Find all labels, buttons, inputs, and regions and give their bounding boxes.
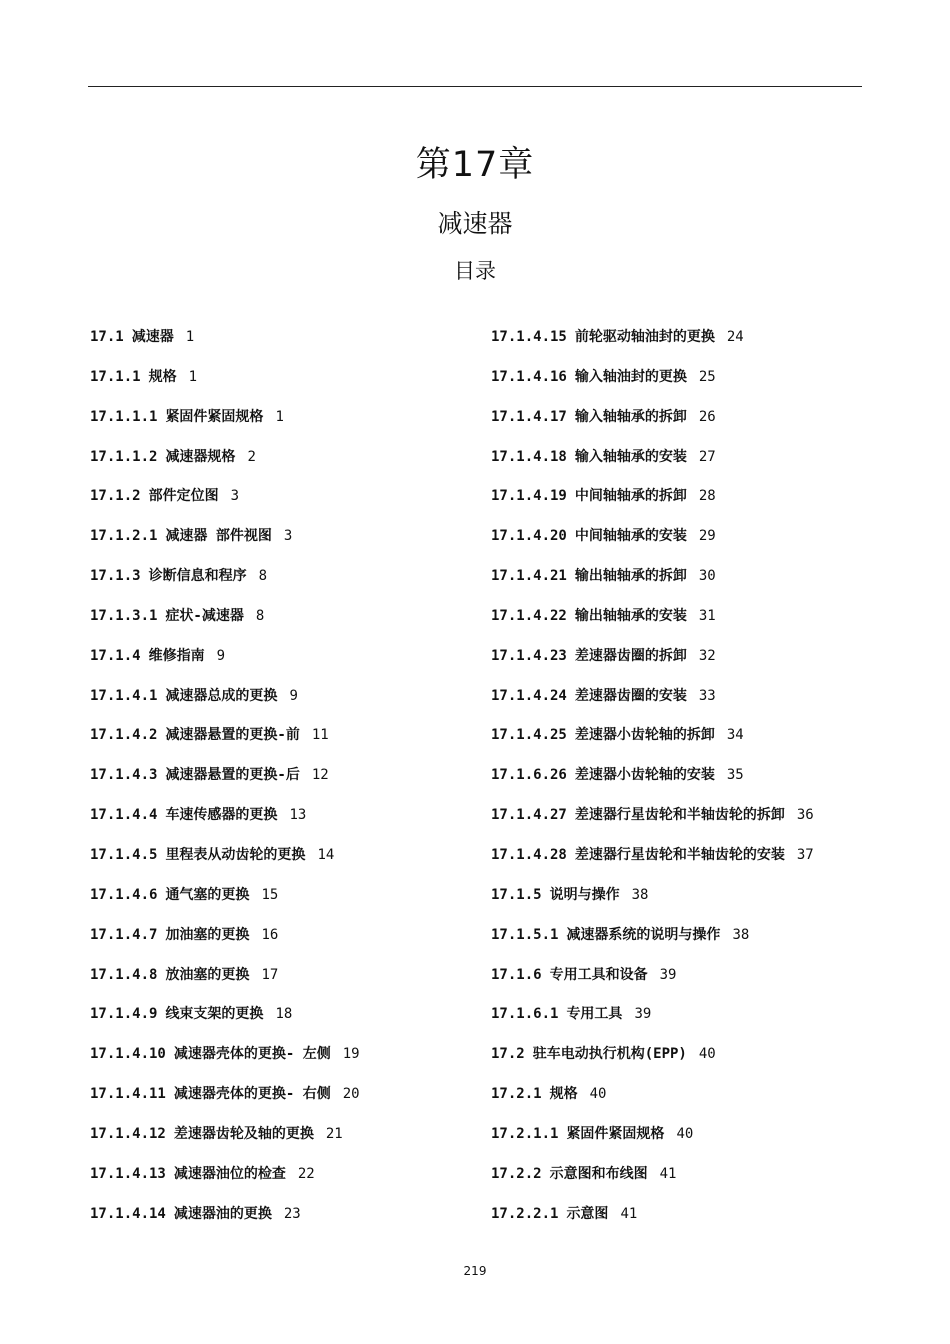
toc-entry[interactable]: [90, 685, 480, 725]
toc-entry-page: 13: [289, 807, 307, 824]
toc-right-column: [491, 326, 911, 1242]
toc-left-column: [90, 326, 480, 1242]
toc-entry-page: 25: [698, 368, 716, 385]
toc-entry-number: 17.1.4.8: [90, 966, 158, 983]
toc-entry-number: 17.1.1: [90, 368, 141, 385]
toc-entry-title: 紧固件紧固规格: [165, 408, 264, 425]
toc-entry[interactable]: [491, 884, 911, 924]
toc-entry-page: 23: [283, 1205, 301, 1222]
toc-entry-number: 17.2.1.1: [491, 1125, 559, 1142]
header-rule: [88, 86, 862, 87]
toc-entry[interactable]: [491, 844, 911, 884]
toc-entry-title: 规格: [549, 1086, 578, 1103]
toc-entry-number: 17.1.2: [90, 488, 141, 505]
toc-entry-title: 输出轴轴承的拆卸: [574, 568, 687, 585]
toc-entry[interactable]: [491, 724, 911, 764]
toc-entry-title: 部件定位图: [148, 488, 219, 505]
toc-entry-title: 减速器 部件视图: [165, 528, 272, 545]
toc-entry-page: 9: [289, 687, 298, 704]
toc-entry[interactable]: [90, 525, 480, 565]
toc-entry-number: 17.1.4.23: [491, 647, 567, 664]
toc-entry-title: 差速器行星齿轮和半轴齿轮的拆卸: [574, 807, 785, 824]
toc-entry[interactable]: [90, 1083, 480, 1123]
toc-entry-number: 17.1.5: [491, 886, 542, 903]
toc-entry-title: 中间轴轴承的安装: [574, 528, 687, 545]
toc-entry-title: 输入轴轴承的拆卸: [574, 408, 687, 425]
toc-entry-page: 38: [732, 926, 750, 943]
toc-entry-page: 11: [311, 727, 329, 744]
toc-entry[interactable]: [90, 924, 480, 964]
toc-entry-number: 17.1.6: [491, 966, 542, 983]
toc-entry-page: 1: [275, 408, 284, 425]
toc-entry-title: 放油塞的更换: [165, 966, 250, 983]
toc-entry-number: 17.1.4.27: [491, 807, 567, 824]
toc-entry[interactable]: [491, 804, 911, 844]
toc-entry[interactable]: [491, 406, 911, 446]
toc-entry-title: 维修指南: [148, 647, 205, 664]
toc-entry-page: 26: [698, 408, 716, 425]
toc-entry[interactable]: [90, 1043, 480, 1083]
toc-entry-page: 15: [261, 886, 279, 903]
toc-entry[interactable]: [90, 884, 480, 924]
toc-entry[interactable]: [491, 1163, 911, 1203]
toc-entry-page: 41: [620, 1205, 638, 1222]
toc-entry[interactable]: [90, 406, 480, 446]
toc-entry-number: 17.1.4.15: [491, 329, 567, 345]
toc-entry-title: 示意图和布线图: [549, 1165, 648, 1182]
toc-entry-page: 24: [726, 329, 744, 345]
toc-entry-page: 1: [185, 329, 195, 345]
toc-entry-number: 17.1.4: [90, 647, 141, 664]
toc-entry[interactable]: [491, 924, 911, 964]
toc-entry-page: 35: [726, 767, 744, 784]
toc-entry-number: 17.1.4.22: [491, 607, 567, 624]
toc-entry-title: 减速器系统的说明与操作: [566, 926, 721, 943]
toc-entry-page: 20: [342, 1086, 360, 1103]
toc-entry-title: 诊断信息和程序: [148, 568, 247, 585]
toc-entry-page: 32: [698, 647, 716, 664]
toc-entry[interactable]: [491, 685, 911, 725]
toc-entry[interactable]: [90, 645, 480, 685]
chapter-subtitle: 减速器: [437, 209, 513, 238]
toc-entry[interactable]: [90, 366, 480, 406]
toc-entry-number: 17.1.4.21: [491, 568, 567, 585]
toc-entry-page: 16: [261, 926, 279, 943]
toc-entry-title: 专用工具和设备: [549, 966, 648, 983]
toc-entry-number: 17.1.4.1: [90, 687, 158, 704]
chapter-title: 第17章: [415, 145, 535, 185]
toc-entry[interactable]: [491, 645, 911, 685]
toc-entry[interactable]: [491, 964, 911, 1004]
toc-entry[interactable]: [491, 1043, 911, 1083]
toc-entry[interactable]: [491, 605, 911, 645]
toc-entry-title: 差速器齿圈的安装: [574, 687, 687, 704]
toc-entry-title: 规格: [148, 368, 177, 385]
toc-entry-page: 37: [796, 846, 814, 863]
toc-entry[interactable]: [491, 1123, 911, 1163]
toc-entry-number: 17.2.1: [491, 1086, 542, 1103]
toc-entry-title: 减速器壳体的更换- 左侧: [173, 1046, 331, 1063]
toc-entry[interactable]: [90, 1003, 480, 1043]
toc-entry-title: 症状-减速器: [165, 607, 244, 624]
toc-entry-number: 17.1.4.10: [90, 1046, 166, 1063]
toc-entry[interactable]: [90, 605, 480, 645]
toc-entry-number: 17.1.3.1: [90, 607, 158, 624]
toc-entry-page: 31: [698, 607, 716, 624]
toc-entry-page: 39: [659, 966, 677, 983]
toc-entry-title: 输出轴轴承的安装: [574, 607, 687, 624]
toc-entry-page: 18: [275, 1006, 293, 1023]
toc-entry-number: 17.2.2.1: [491, 1205, 559, 1222]
toc-entry-number: 17.1.4.17: [491, 408, 567, 425]
toc-entry-page: 40: [676, 1125, 694, 1142]
toc-entry-page: 40: [698, 1046, 716, 1063]
toc-entry-title: 通气塞的更换: [165, 886, 250, 903]
toc-entry-title: 差速器行星齿轮和半轴齿轮的安装: [574, 846, 785, 863]
toc-entry-page: 14: [317, 846, 335, 863]
toc-entry-page: 8: [255, 607, 265, 624]
toc-entry-number: 17.1.4.28: [491, 846, 567, 863]
toc-entry-number: 17.1.2.1: [90, 528, 158, 545]
toc-entry-number: 17.1.4.12: [90, 1125, 166, 1142]
toc-entry-title: 减速器油的更换: [173, 1205, 272, 1222]
toc-entry-title: 加油塞的更换: [165, 926, 250, 943]
toc-entry-title: 车速传感器的更换: [165, 807, 278, 824]
toc-entry-page: 17: [261, 966, 279, 983]
toc-entry[interactable]: [90, 804, 480, 844]
toc-entry-number: 17.1.1.1: [90, 408, 158, 425]
toc-entry-title: 减速器悬置的更换-前: [165, 727, 300, 744]
toc-entry[interactable]: [90, 844, 480, 884]
toc-entry-number: 17.2: [491, 1046, 525, 1063]
toc-entry-page: 30: [698, 568, 716, 585]
toc-entry[interactable]: [491, 326, 911, 366]
toc-entry-number: 17.1.4.13: [90, 1165, 166, 1182]
toc-entry-number: 17.1: [90, 329, 124, 345]
toc-entry[interactable]: [491, 366, 911, 406]
toc-entry-number: 17.1.4.4: [90, 807, 158, 824]
toc-entry[interactable]: [90, 446, 480, 486]
toc-entry-page: 38: [631, 886, 649, 903]
toc-entry[interactable]: [491, 764, 911, 804]
toc-entry-number: 17.1.6.26: [491, 767, 567, 784]
toc-entry-page: 29: [698, 528, 716, 545]
toc-entry-page: 41: [659, 1165, 677, 1182]
toc-entry-title: 差速器齿轮及轴的更换: [173, 1125, 314, 1142]
toc-entry-page: 34: [726, 727, 744, 744]
toc-entry-page: 27: [698, 448, 716, 465]
toc-entry[interactable]: [90, 964, 480, 1004]
toc-entry-title: 减速器: [131, 329, 174, 345]
toc-entry-title: 减速器规格: [165, 448, 236, 465]
toc-entry-title: 线束支架的更换: [165, 1006, 264, 1023]
toc-entry[interactable]: [90, 1163, 480, 1203]
toc-entry[interactable]: [491, 565, 911, 605]
toc-entry-number: 17.1.3: [90, 568, 141, 585]
toc-entry-number: 17.1.4.20: [491, 528, 567, 545]
toc-entry-title: 差速器小齿轮轴的安装: [574, 767, 715, 784]
toc-entry[interactable]: [90, 1203, 480, 1243]
toc-entry-title: 减速器壳体的更换- 右侧: [173, 1086, 331, 1103]
toc-entry-title: 示意图: [566, 1205, 609, 1222]
toc-entry-number: 17.1.4.16: [491, 368, 567, 385]
toc-entry-title: 说明与操作: [549, 886, 620, 903]
toc-entry[interactable]: [491, 446, 911, 486]
toc-entry-number: 17.1.4.14: [90, 1205, 166, 1222]
toc-entry-title: 减速器油位的检查: [173, 1165, 286, 1182]
toc-entry-number: 17.2.2: [491, 1165, 542, 1182]
toc-entry[interactable]: [90, 565, 480, 605]
toc-entry-title: 减速器悬置的更换-后: [165, 767, 300, 784]
toc-entry-number: 17.1.1.2: [90, 448, 158, 465]
toc-entry-number: 17.1.4.9: [90, 1006, 158, 1023]
toc-entry-title: 里程表从动齿轮的更换: [165, 846, 306, 863]
toc-entry[interactable]: [90, 485, 480, 525]
toc-entry-number: 17.1.4.3: [90, 767, 158, 784]
toc-entry-title: 前轮驱动轴油封的更换: [574, 329, 715, 345]
toc-entry-page: 19: [342, 1046, 360, 1063]
toc-entry[interactable]: [90, 326, 480, 366]
toc-entry-page: 9: [216, 647, 226, 664]
toc-entry-title: 差速器齿圈的拆卸: [574, 647, 687, 664]
toc-entry[interactable]: [90, 764, 480, 804]
toc-entry-number: 17.1.5.1: [491, 926, 559, 943]
toc-entry-title: 中间轴轴承的拆卸: [574, 488, 687, 505]
toc-entry-number: 17.1.4.25: [491, 727, 567, 744]
toc-entry-page: 2: [247, 448, 256, 465]
toc-entry-title: 专用工具: [566, 1006, 623, 1023]
toc-entry-page: 3: [283, 528, 293, 545]
toc-entry-title: 输入轴轴承的安装: [574, 448, 687, 465]
toc-entry[interactable]: [491, 1083, 911, 1123]
toc-entry[interactable]: [491, 485, 911, 525]
toc-entry-number: 17.1.4.11: [90, 1086, 166, 1103]
toc-entry-title: 驻车电动执行机构(EPP): [532, 1046, 687, 1063]
toc-entry-title: 减速器总成的更换: [165, 687, 278, 704]
toc-entry-page: 28: [698, 488, 716, 505]
toc-entry-number: 17.1.4.24: [491, 687, 567, 704]
toc-entry[interactable]: [90, 1123, 480, 1163]
page-number: 219: [463, 1264, 487, 1278]
toc-entry-page: 40: [589, 1086, 607, 1103]
toc-entry[interactable]: [491, 1203, 911, 1243]
toc-entry-page: 39: [634, 1006, 652, 1023]
toc-entry-page: 8: [258, 568, 268, 585]
toc-heading: 目录: [454, 259, 496, 283]
toc-entry-page: 22: [297, 1165, 315, 1182]
toc-entry-title: 紧固件紧固规格: [566, 1125, 665, 1142]
toc-entry[interactable]: [491, 1003, 911, 1043]
toc-entry[interactable]: [90, 724, 480, 764]
toc-entry-page: 3: [230, 488, 240, 505]
toc-entry-page: 36: [796, 807, 814, 824]
toc-entry-number: 17.1.4.7: [90, 926, 158, 943]
toc-entry[interactable]: [491, 525, 911, 565]
toc-entry-number: 17.1.4.2: [90, 727, 158, 744]
toc-entry-title: 输入轴油封的更换: [574, 368, 687, 385]
toc-entry-page: 33: [698, 687, 716, 704]
toc-entry-number: 17.1.4.19: [491, 488, 567, 505]
toc-entry-title: 差速器小齿轮轴的拆卸: [574, 727, 715, 744]
toc-entry-number: 17.1.4.18: [491, 448, 567, 465]
toc-entry-page: 12: [311, 767, 329, 784]
toc-entry-number: 17.1.6.1: [491, 1006, 559, 1023]
toc-entry-number: 17.1.4.6: [90, 886, 158, 903]
toc-entry-number: 17.1.4.5: [90, 846, 158, 863]
toc-entry-page: 21: [325, 1125, 343, 1142]
toc-entry-page: 1: [188, 368, 198, 385]
